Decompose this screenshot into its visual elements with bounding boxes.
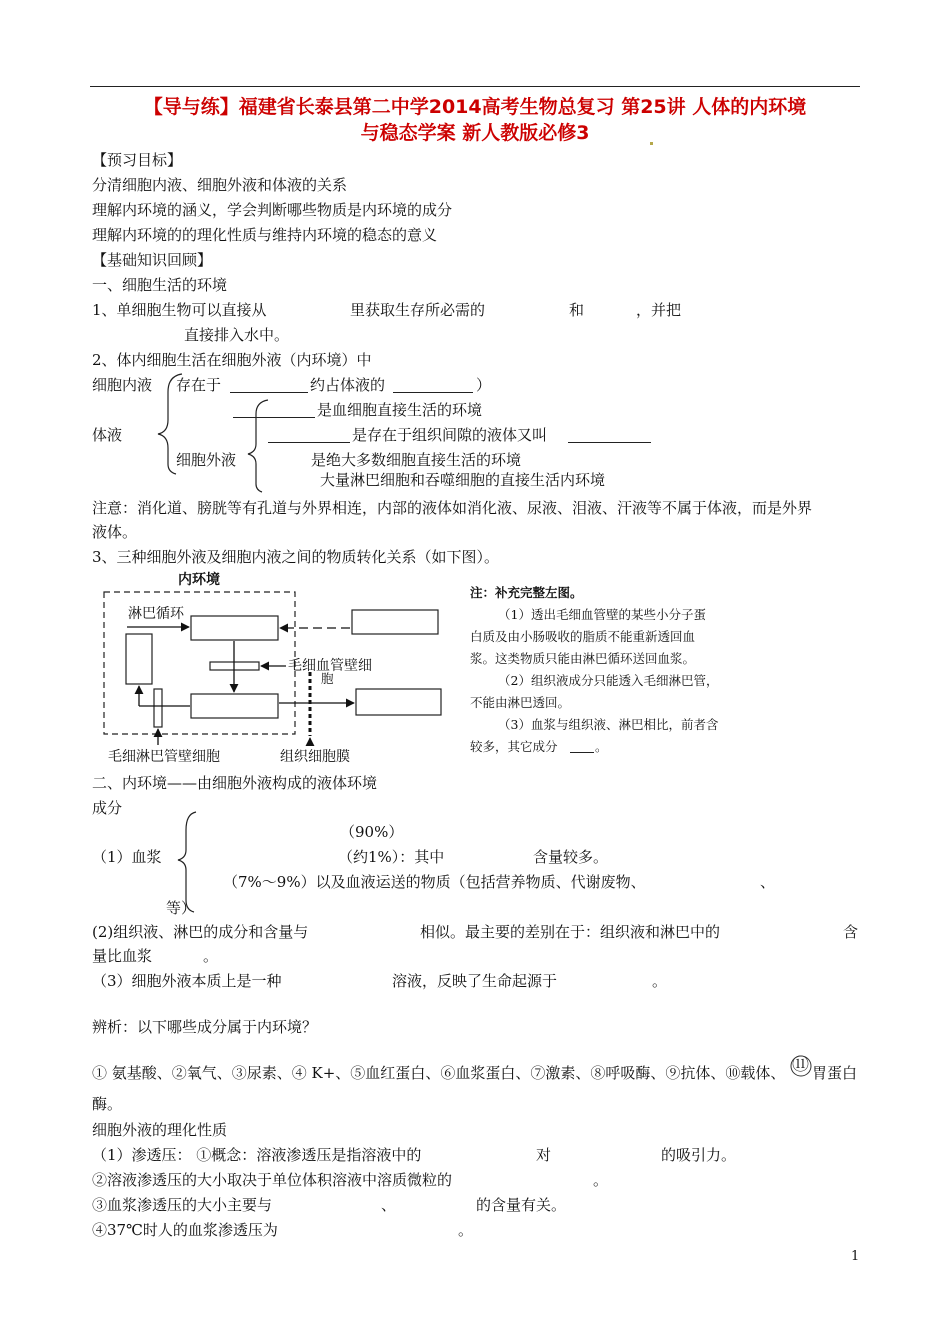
tissue-fluid-box (191, 694, 278, 718)
title-line-2: 与稳态学案 新人教版必修3 (360, 122, 590, 144)
item1-part-a: 1、单细胞生物可以直接从 (92, 301, 267, 319)
diagram-lymph-circulation: 淋巴循环 (128, 606, 184, 622)
option-11-circle (791, 1056, 811, 1076)
plasma-etc: 等） (166, 899, 197, 917)
intra-ratio: 约占体液的 (310, 376, 386, 394)
plasma-box (191, 616, 278, 640)
physchem-line-1c: 的吸引力。 (661, 1146, 737, 1164)
essence-part-b: 溶液，反映了生命起源于 (392, 972, 558, 990)
option-11-text: 胃蛋白 (812, 1064, 858, 1082)
tissue-line-2: 量比血浆 (92, 947, 153, 965)
diagram-capillary-wall-1: 毛细血管壁细 (288, 658, 372, 674)
lymph-box (126, 634, 152, 684)
tissue-part-a: (2)组织液、淋巴的成分和含量与 (92, 923, 309, 941)
tree-line-c: 是绝大多数细胞直接生活的环境 (311, 451, 522, 469)
plasma-label: （1）血浆 (92, 848, 162, 866)
close-paren: ） (476, 376, 492, 394)
physchem-line-3b: 、 (381, 1196, 397, 1214)
diagram-capillary-wall-2: 胞 (321, 671, 334, 686)
intra-exists: 存在于 (176, 376, 222, 394)
tissue-part-b: 相似。最主要的差别在于：组织液和淋巴中的 (420, 923, 721, 941)
intracellular-label: 细胞内液 (92, 376, 153, 394)
physchem-line-3c: 的含量有关。 (476, 1196, 567, 1214)
physchem-line-1b: 对 (536, 1146, 552, 1164)
diagram-note-line: 较多，其它成分 (470, 739, 558, 754)
diagram-note-line: 白质及由小肠吸收的脂质不能重新透回血 (470, 629, 696, 644)
lymph-capillary-cell (154, 689, 162, 727)
external-env-box (352, 610, 438, 634)
basics-heading: 【基础知识回顾】 (92, 251, 213, 269)
item2-text: 2、体内细胞生活在细胞外液（内环境）中 (92, 351, 372, 369)
item1-part-e: 直接排入水中。 (184, 326, 290, 344)
brace-extracellular (248, 400, 268, 492)
item3-text: 3、三种细胞外液及细胞内液之间的物质转化关系（如下图）。 (92, 548, 500, 566)
diagram-inner-env: 内环境 (178, 572, 220, 588)
goal-1: 分清细胞内液、细胞外液和体液的关系 (92, 176, 348, 194)
physchem-line-2b: 。 (593, 1171, 609, 1189)
diagram-notes-heading: 注：补充完整左图。 (470, 585, 583, 600)
brace-plasma (178, 812, 196, 912)
tissue-part-c: 含 (843, 923, 859, 941)
page-number: 1 (851, 1249, 860, 1264)
title-line-1: 【导与练】福建省长泰县第二中学2014高考生物总复习 第25讲 人体的内环境 (143, 96, 807, 118)
extracellular-label: 细胞外液 (176, 451, 237, 469)
item1-part-c: 和 (569, 301, 585, 319)
physchem-title: 细胞外液的理化性质 (92, 1121, 228, 1139)
item1-part-b: 里获取生存所必需的 (350, 301, 486, 319)
diagram-note-line: 不能由淋巴透回。 (470, 695, 571, 710)
note-line-2: 液体。 (92, 523, 138, 541)
essence-part-a: （3）细胞外液本质上是一种 (92, 972, 282, 990)
goal-2: 理解内环境的涵义，学会判断哪些物质是内环境的成分 (92, 201, 453, 219)
section2-title: 二、内环境——由细胞外液构成的液体环境 (92, 774, 378, 792)
physchem-line-2a: ②溶液渗透压的大小取决于单位体积溶液中溶质微粒的 (92, 1171, 453, 1189)
tree-line-b: 是存在于组织间隙的液体又叫 (352, 426, 548, 444)
intracellular-box (356, 689, 441, 715)
diagram-lymph-capillary: 毛细淋巴管壁细胞 (108, 749, 220, 765)
diagram-note-line: 浆。这类物质只能由淋巴循环送回血浆。 (470, 651, 696, 666)
physchem-line-3a: ③血浆渗透压的大小主要与 (92, 1196, 273, 1214)
diagram-note-line: （3）血浆与组织液、淋巴相比，前者含 (498, 717, 719, 732)
tissue-line-2-end: 。 (203, 947, 219, 965)
item1-part-d: ，并把 (636, 301, 682, 319)
plasma-7-end: 、 (760, 873, 776, 891)
option-11-marker: ⑪ (792, 1055, 809, 1075)
preview-heading: 【预习目标】 (92, 151, 183, 169)
analysis-question: 辨析：以下哪些成分属于内环境？ (92, 1018, 318, 1036)
composition-label: 成分 (92, 799, 123, 817)
physchem-line-4b: 。 (458, 1221, 474, 1239)
analysis-options: ① 氨基酸、②氧气、③尿素、④ K+、⑤血红蛋白、⑥血浆蛋白、⑦激素、⑧呼吸酶、⑨抗体、⑩载体、 (92, 1064, 786, 1082)
diagram-note-line: （2）组织液成分只能透入毛细淋巴管， (498, 673, 719, 688)
plasma-1-end: 含量较多。 (533, 848, 609, 866)
goal-3: 理解内环境的的理化性质与维持内环境的稳态的意义 (92, 226, 438, 244)
diagram-tissue-membrane: 组织细胞膜 (280, 749, 350, 765)
plasma-7: （7%～9%）以及血液运送的物质（包括营养物质、代谢废物、 (223, 873, 646, 891)
analysis-options-2: 酶。 (92, 1095, 123, 1113)
diagram-note-line: （1）透出毛细血管壁的某些小分子蛋 (498, 607, 706, 622)
plasma-1: （约1%）：其中 (338, 848, 445, 866)
physchem-line-1a: （1）渗透压： ①概念：溶液渗透压是指溶液中的 (92, 1146, 422, 1164)
physchem-line-4a: ④37℃时人的血浆渗透压为 (92, 1221, 278, 1239)
section1-title: 一、细胞生活的环境 (92, 276, 228, 294)
plasma-90: （90%） (340, 823, 404, 841)
body-fluid-label: 体液 (92, 426, 123, 444)
tree-line-a: 是血细胞直接生活的环境 (317, 401, 483, 419)
essence-part-c: 。 (652, 972, 668, 990)
brace-body-fluid (158, 374, 182, 474)
diagram-note-end: 。 (595, 739, 608, 754)
note-line-1: 注意：消化道、膀胱等有孔道与外界相连，内部的液体如消化液、尿液、泪液、汗液等不属于体液，而是外界 (92, 499, 813, 517)
tree-line-d: 大量淋巴细胞和吞噬细胞的直接生活内环境 (320, 471, 606, 489)
